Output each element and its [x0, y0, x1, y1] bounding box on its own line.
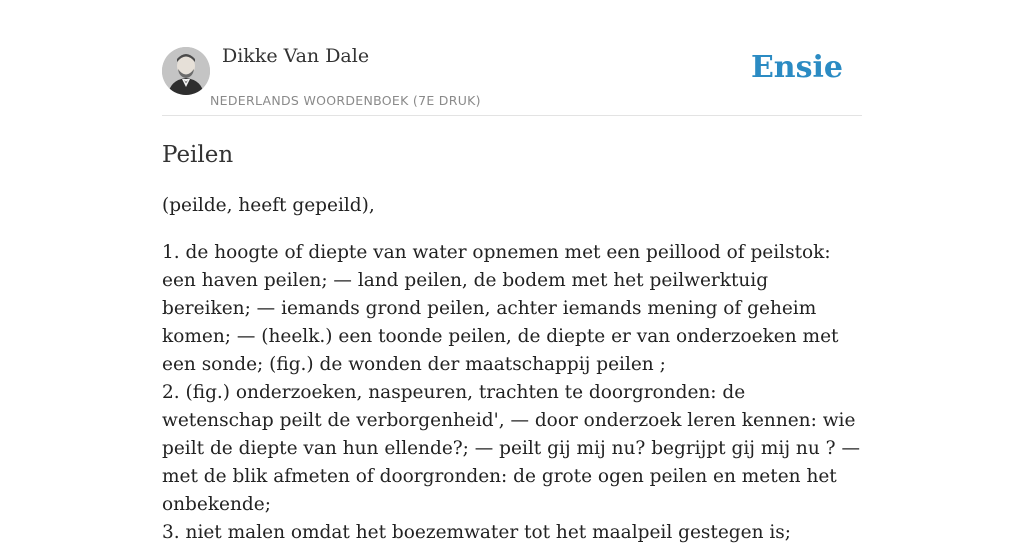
definition-item: 1. de hoogte of diepte van water opnemen met een peillood of peilstok: een haven peilen; — land peilen, de bodem met het peilwerktuig bereiken; — iemands grond peilen, achter iemands mening of geheim komen; — (heelk.) een toonde peilen, de diepte er van onderzoeken met een sonde; (fig.) de wonden der maatschappij peilen ;	[162, 242, 839, 375]
header	[162, 0, 862, 116]
author-portrait-icon	[162, 47, 210, 95]
definition-item: 3. niet malen omdat het boezemwater tot het maalpeil gestegen is;	[162, 522, 792, 543]
entry-title: Peilen	[162, 142, 234, 168]
page-container	[162, 0, 862, 547]
author-avatar[interactable]	[162, 47, 210, 95]
definition-item: 2. (fig.) onderzoeken, naspeuren, trachten te doorgronden: de wetenschap peilt de verborgenheid', — door onderzoek leren kennen: wie peilt de diepte van hun ellende?; — peilt gij mij nu? begrijpt gij mij nu ? — met de blik afmeten of doorgronden: de grote ogen peilen en meten het onbekende;	[162, 382, 860, 515]
entry-definition	[162, 239, 862, 547]
author-name[interactable]: Dikke Van Dale	[222, 45, 370, 67]
source-label: NEDERLANDS WOORDENBOEK (7E DRUK)	[210, 93, 481, 108]
ensie-logo[interactable]: Ensie	[750, 50, 843, 85]
entry-inflection: (peilde, heeft gepeild),	[162, 195, 375, 216]
